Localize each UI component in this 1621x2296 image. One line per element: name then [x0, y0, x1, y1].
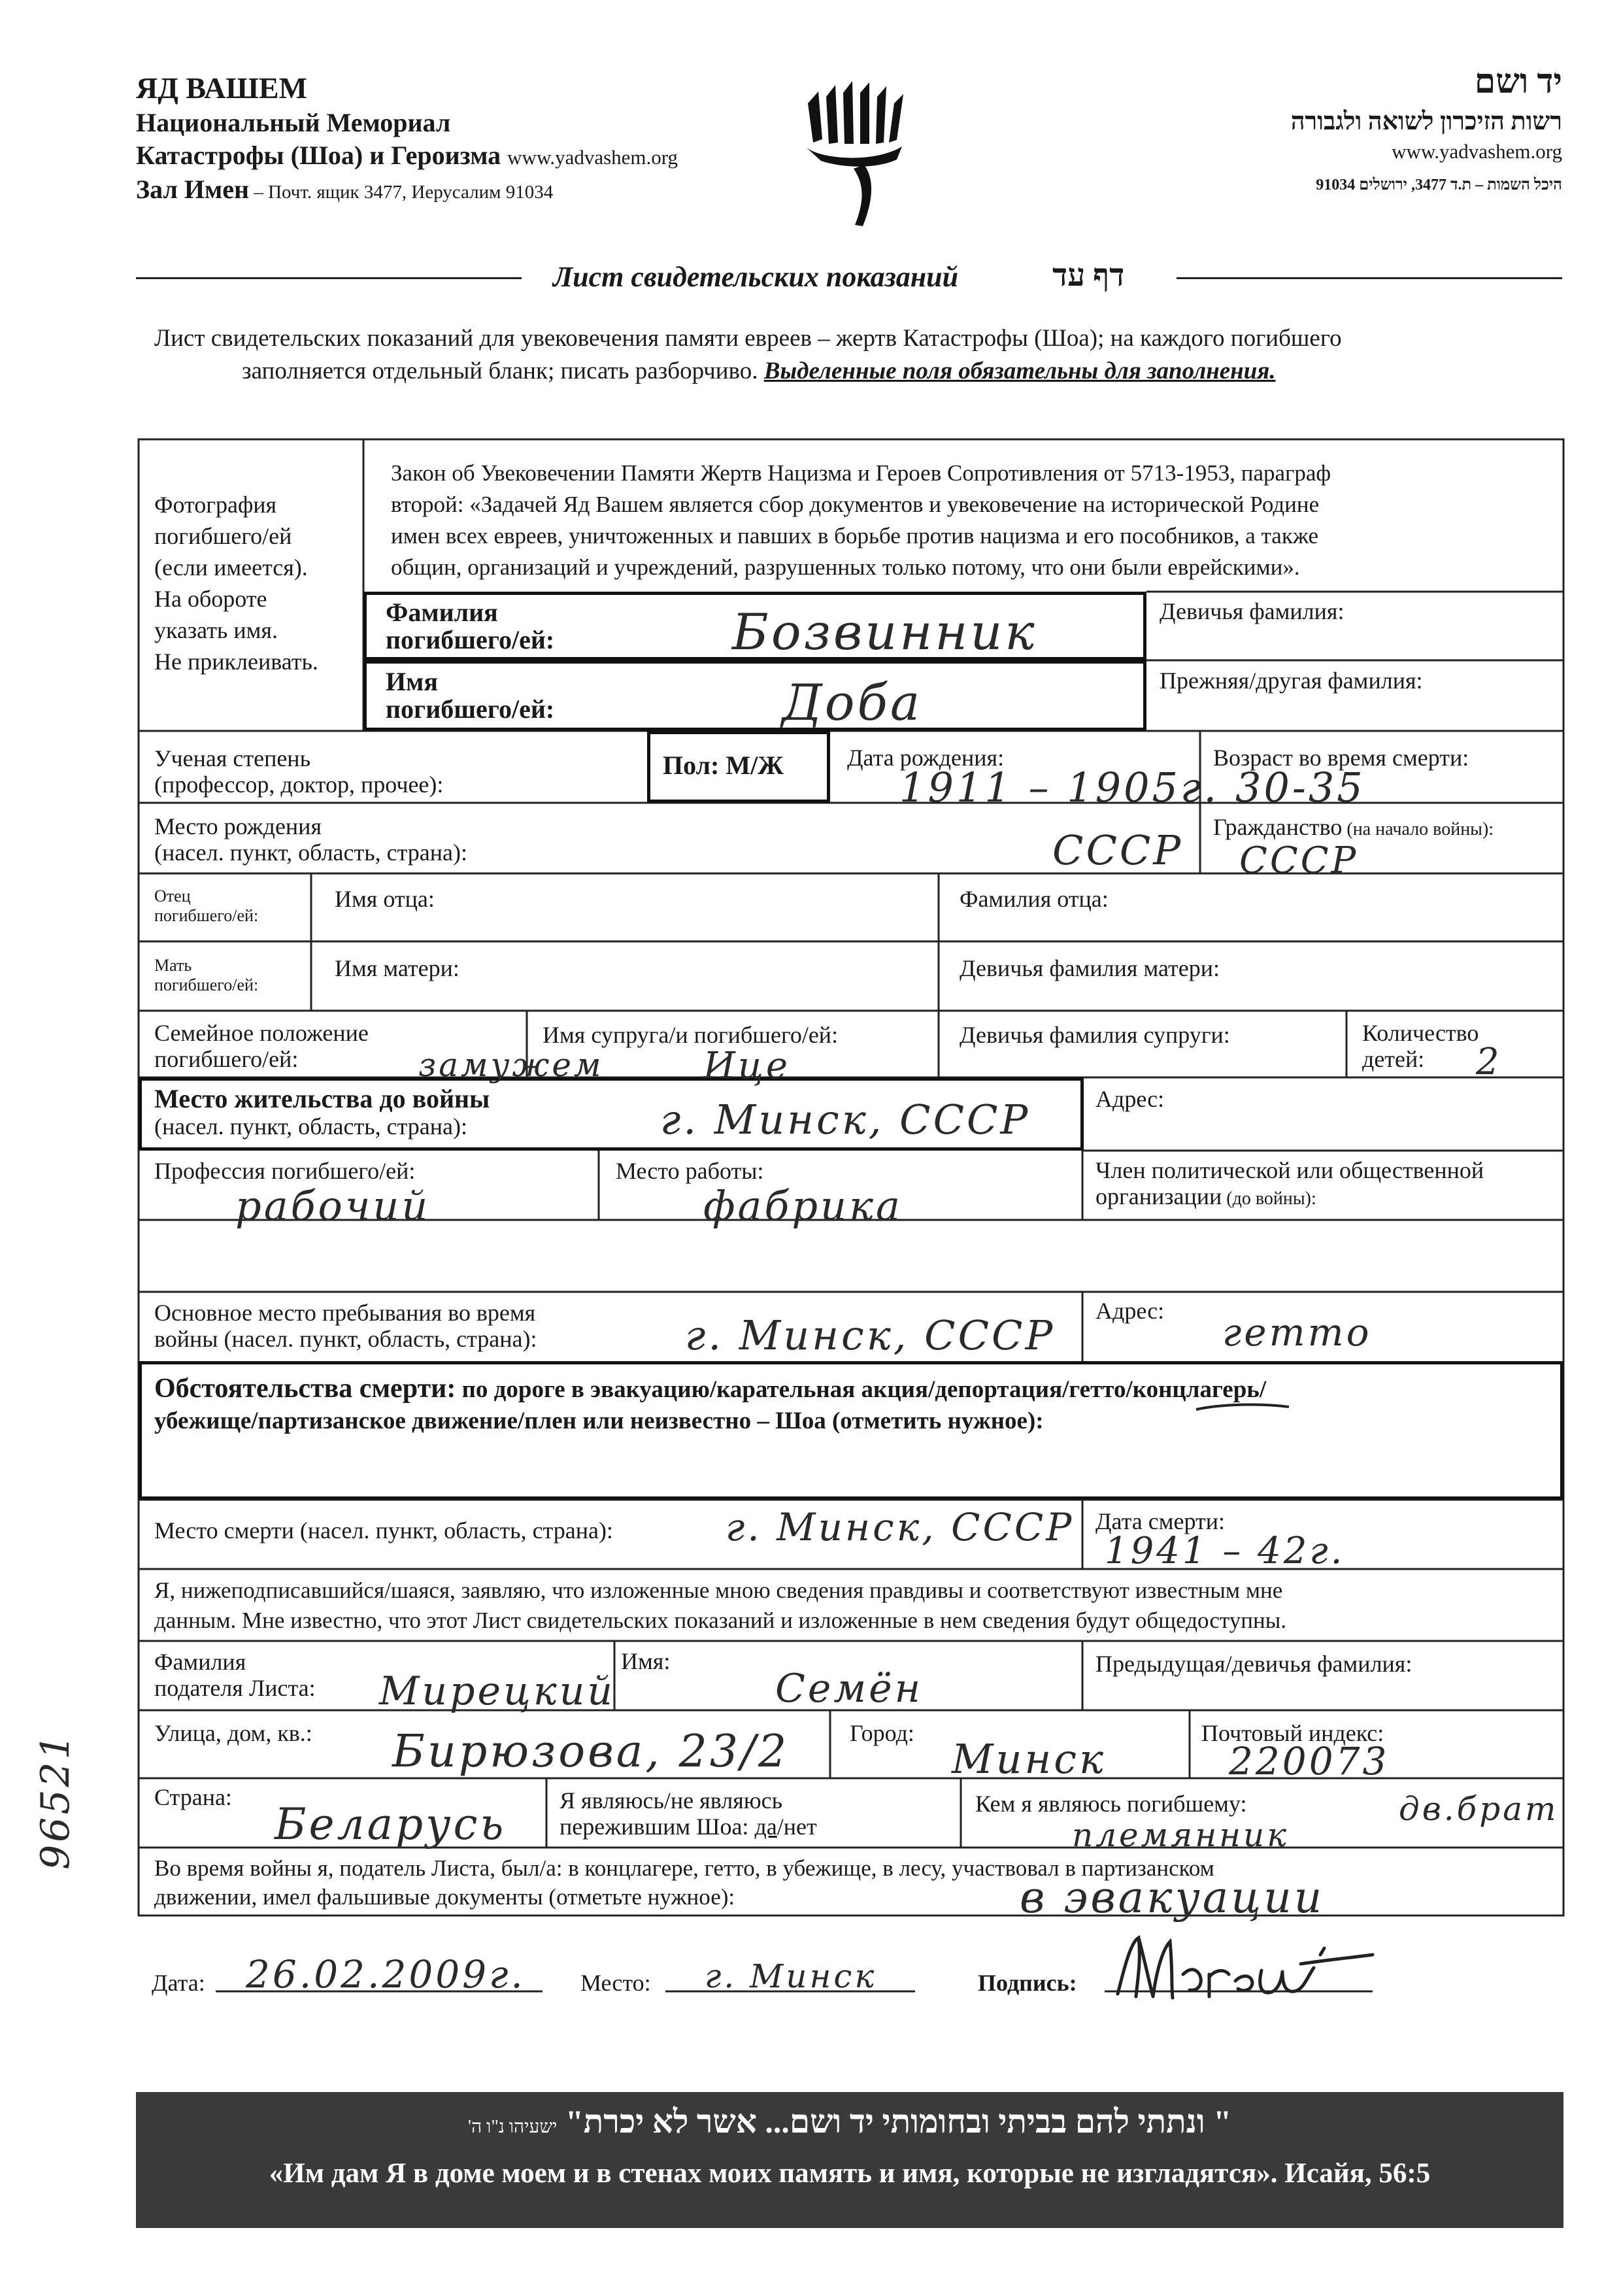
- mother-maiden-label: Девичья фамилия матери:: [960, 955, 1220, 981]
- he-title: יד ושם: [1474, 63, 1562, 101]
- country-label: Страна:: [154, 1784, 232, 1810]
- postal-code-value[interactable]: 220073: [1229, 1739, 1390, 1783]
- wartime-place-label: Основное место пребывания во время войны (насел. пункт, область, страна):: [154, 1300, 537, 1352]
- signature[interactable]: [1105, 1929, 1379, 2007]
- wartime-address-label: Адрес:: [1095, 1298, 1165, 1324]
- form-title-he: דף עד: [1052, 258, 1125, 293]
- submitter-prev-name-label: Предыдущая/девичья фамилия:: [1095, 1651, 1412, 1677]
- org-url: www.yadvashem.org: [507, 146, 678, 169]
- father-surname-label: Фамилия отца:: [960, 886, 1109, 912]
- age-at-death-label: Возраст во время смерти:: [1213, 745, 1469, 771]
- mother-name-label: Имя матери:: [335, 955, 460, 981]
- residence-label: Место жительства до войны (насел. пункт, область, страна):: [154, 1084, 490, 1140]
- profession-label: Профессия погибшего/ей:: [154, 1158, 416, 1184]
- residence-value[interactable]: г. Минск, СССР: [660, 1096, 1031, 1143]
- death-place-value[interactable]: г. Минск, СССР: [726, 1505, 1075, 1549]
- children-count-value[interactable]: 2: [1476, 1041, 1502, 1083]
- spouse-maiden-label: Девичья фамилия супруги:: [960, 1022, 1230, 1048]
- relation-value-2[interactable]: племянник: [1072, 1816, 1290, 1854]
- footer-hebrew-quote: " ונתתי להם בביתי ובחומותי יד ושם... אשר לא יכרת" ישעיהו נ"ו ה': [468, 2103, 1231, 2140]
- maiden-name-label: Девичья фамилия:: [1160, 598, 1345, 624]
- submitter-surname-value[interactable]: Мирецкий: [379, 1668, 615, 1714]
- date-value[interactable]: 26.02.2009г.: [246, 1952, 526, 1997]
- ghetto-underline-mark: [1194, 1398, 1292, 1415]
- father-name-label: Имя отца:: [335, 886, 435, 912]
- survivor-yes-option[interactable]: да: [754, 1814, 777, 1840]
- submitter-name-label: Имя:: [621, 1648, 671, 1674]
- intro-line2: заполняется отдельный бланк; писать разборчиво. Выделенные поля обязательны для заполнения.: [242, 358, 1276, 384]
- relation-label: Кем я являюсь погибшему:: [975, 1791, 1247, 1817]
- residence-address-label: Адрес:: [1095, 1086, 1165, 1112]
- place-value[interactable]: г. Минск: [705, 1957, 877, 1995]
- workplace-label: Место работы:: [616, 1158, 764, 1184]
- form-title: Лист свидетельских показаний: [553, 261, 959, 293]
- death-date-value[interactable]: 1941 – 42г.: [1105, 1530, 1345, 1572]
- birth-date-label: Дата рождения:: [847, 745, 1005, 771]
- org-subtitle: Национальный Мемориал: [136, 108, 451, 137]
- birth-place-label: Место рождения (насел. пункт, область, страна):: [154, 813, 468, 866]
- he-address: היכל השמות – ת.ד 3477, ירושלים 91034: [1316, 177, 1562, 194]
- hall-of-names: Зал Имен – Почт. ящик 3477, Иерусалим 91034: [136, 175, 554, 204]
- mother-label: Мать погибшего/ей:: [154, 956, 259, 994]
- place-label: Место:: [580, 1970, 651, 1996]
- footer-russian-quote: «Им дам Я в доме моем и в стенах моих память и имя, которые не изгладятся». Исайя, 56:5: [269, 2158, 1431, 2189]
- citizenship-label: Гражданство (на начало войны):: [1213, 814, 1494, 840]
- he-subtitle: רשות הזיכרון לשואה ולגבורה: [1290, 108, 1562, 135]
- surname-value[interactable]: Бозвинник: [732, 603, 1037, 661]
- children-count-label: Количество детей:: [1362, 1020, 1479, 1072]
- wartime-place-value[interactable]: г. Минск, СССР: [685, 1311, 1056, 1359]
- during-war-value[interactable]: в эвакуации: [1020, 1872, 1325, 1923]
- surname-label: Фамилия погибшего/ей:: [386, 598, 555, 654]
- declaration-text: Я, нижеподписавшийся/шаяся, заявляю, что изложенные мною сведения правдивы и соответствуют известным мне данным. Мне известно, что этот Лист свидетельских показаний и изложенные в нем сведения будут общедоступны.: [154, 1578, 1286, 1633]
- firstname-value[interactable]: Доба: [782, 673, 923, 732]
- country-value[interactable]: Беларусь: [275, 1799, 507, 1849]
- marital-status-label: Семейное положение погибшего/ей:: [154, 1020, 369, 1072]
- org-subtitle-line3: Катастрофы (Шоа) и Героизма www.yadvashem.org: [136, 141, 678, 170]
- prev-surname-label: Прежняя/другая фамилия:: [1160, 667, 1423, 694]
- firstname-label: Имя погибшего/ей:: [386, 667, 555, 724]
- margin-registration-number: 96521: [33, 1732, 78, 1870]
- intro-line1: Лист свидетельских показаний для увековечения памяти евреев – жертв Катастрофы (Шоа); на каждого погибшего: [154, 325, 1342, 352]
- gender-label: Пол: М/Ж: [663, 751, 784, 780]
- postal-code-label: Почтовый индекс:: [1201, 1720, 1384, 1746]
- date-label: Дата:: [152, 1970, 205, 1996]
- death-place-label: Место смерти (насел. пункт, область, страна):: [154, 1517, 613, 1544]
- relation-value-1[interactable]: дв.брат: [1399, 1790, 1559, 1828]
- death-date-label: Дата смерти:: [1095, 1508, 1226, 1534]
- survivor-label: Я являюсь/не являюсь пережившим Шоа: да/нет: [560, 1787, 817, 1840]
- birth-place-value[interactable]: СССР: [1052, 826, 1184, 874]
- age-at-death-value[interactable]: 30-35: [1235, 764, 1365, 811]
- street-label: Улица, дом, кв.:: [154, 1720, 312, 1746]
- spouse-name-value[interactable]: Ице: [703, 1045, 791, 1087]
- wartime-address-value[interactable]: гетто: [1222, 1310, 1372, 1355]
- marital-status-value[interactable]: замужем: [418, 1046, 604, 1084]
- photo-instructions: Фотография погибшего/ей (если имеется). На обороте указать имя. Не приклеивать.: [154, 492, 318, 675]
- city-value[interactable]: Минск: [952, 1735, 1107, 1783]
- street-value[interactable]: Бирюзова, 23/2: [392, 1726, 790, 1778]
- submitter-surname-label: Фамилия подателя Листа:: [154, 1649, 316, 1701]
- father-label: Отец погибшего/ей:: [154, 886, 259, 925]
- he-url: www.yadvashem.org: [1392, 140, 1562, 163]
- death-circumstances: Обстоятельства смерти: по дороге в эвакуацию/карательная акция/депортация/гетто/концлагерь/ убежище/партизанское движение/плен или неизвестно – Шоа (отметить нужное):: [154, 1374, 1267, 1434]
- org-title: ЯД ВАШЕМ: [136, 71, 307, 105]
- during-war-text: Во время войны я, податель Листа, был/а: в концлагере, гетто, в убежище, в лесу, участвовал в партизанском движении, имел фальшивые документы (отметьте нужное):: [154, 1855, 1214, 1910]
- membership-label: Член политической или общественной организации (до войны):: [1095, 1157, 1484, 1209]
- intro-mandatory-note: Выделенные поля обязательны для заполнения.: [763, 358, 1276, 384]
- workplace-value[interactable]: фабрика: [703, 1182, 903, 1230]
- birth-date-value[interactable]: 1911 – 1905г.: [899, 764, 1220, 811]
- degree-label: Ученая степень (профессор, доктор, прочее):: [154, 745, 444, 798]
- signature-label: Подпись:: [978, 1970, 1077, 1996]
- law-text: Закон об Увековечении Памяти Жертв Нацизма и Героев Сопротивления от 5713-1953, параграф второй: «Задачей Яд Вашем является сбор документов и увековечение на исторической Родине имен всех евреев, уничтоженных и павших в борьбе против нацизма и его пособников, а также общин, организаций и учреждений, разрушенных только потому, что они были еврейскими».: [391, 460, 1331, 580]
- city-label: Город:: [850, 1720, 914, 1746]
- submitter-name-value[interactable]: Семён: [775, 1666, 924, 1712]
- profession-value[interactable]: рабочий: [235, 1182, 431, 1230]
- spouse-name-label: Имя супруга/и погибшего/ей:: [543, 1022, 839, 1048]
- citizenship-value[interactable]: СССР: [1239, 839, 1359, 882]
